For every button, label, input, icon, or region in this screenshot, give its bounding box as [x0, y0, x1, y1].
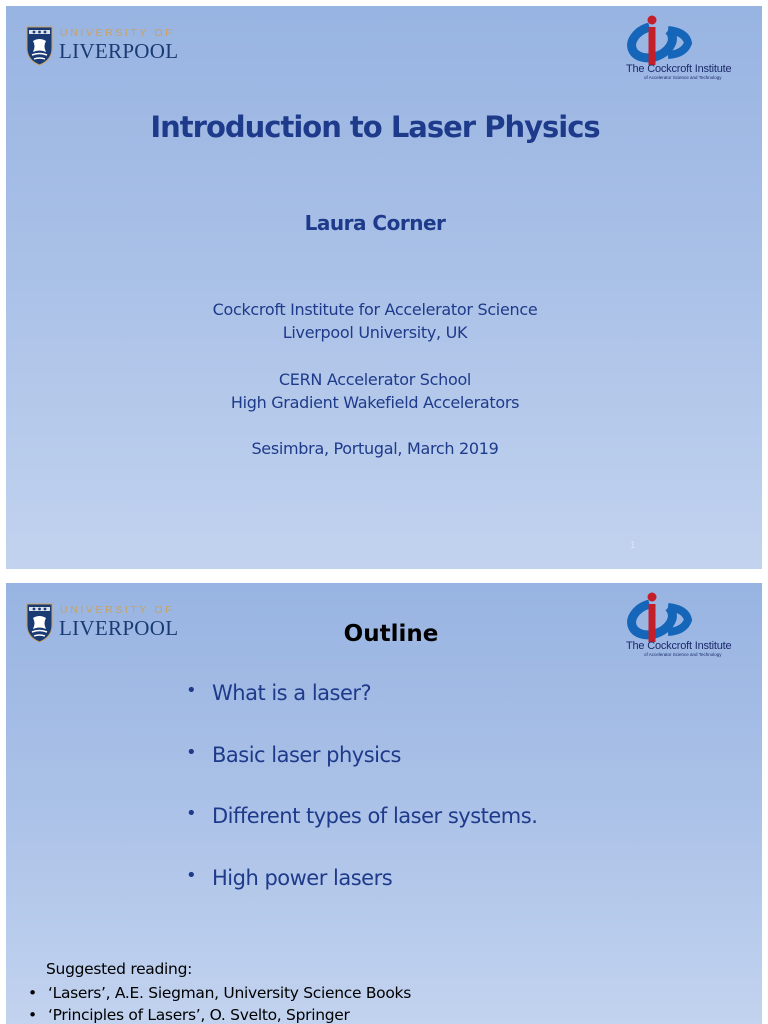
- cockcroft-institute-name: The Cockcroft Institute: [626, 640, 732, 652]
- event-line-1: CERN Accelerator School: [278, 370, 472, 389]
- bullet-icon: •: [28, 984, 37, 1002]
- outline-item-text: Basic laser physics: [212, 742, 401, 767]
- cockcroft-institute-subtitle: of Accelerator Science and Technology: [644, 75, 722, 80]
- outline-item: [186, 866, 537, 928]
- university-logo-bottom-text: LIVERPOOL: [59, 616, 179, 640]
- bullet-icon: •: [186, 864, 197, 886]
- cockcroft-mark-icon: [624, 14, 694, 66]
- cockcroft-institute-subtitle: of Accelerator Science and Technology: [644, 652, 722, 657]
- reading-item-text: ‘Lasers’, A.E. Siegman, University Science Books: [48, 984, 411, 1002]
- university-of-liverpool-logo: [26, 26, 186, 68]
- cockcroft-institute-name: The Cockcroft Institute: [626, 63, 732, 75]
- suggested-reading-heading: Suggested reading:: [46, 960, 193, 978]
- outline-item: [186, 681, 537, 743]
- slide-2: [6, 583, 762, 1024]
- slide-1-title: Introduction to Laser Physics: [150, 110, 600, 144]
- reading-item-text: ‘Principles of Lasers’, O. Svelto, Springer: [48, 1006, 350, 1024]
- reading-item: [28, 984, 411, 1006]
- slide-1: [6, 6, 762, 569]
- outline-item-text: What is a laser?: [212, 681, 372, 705]
- university-logo-top-text: UNIVERSITY OF: [60, 604, 175, 616]
- slide-2-title: Outline: [343, 621, 439, 647]
- outline-item-text: High power lasers: [212, 865, 393, 890]
- cockcroft-institute-logo: [620, 14, 740, 82]
- university-logo-top-text: UNIVERSITY OF: [60, 27, 175, 39]
- affiliation-line-2: Liverpool University, UK: [282, 323, 468, 342]
- affiliation-line-1: Cockcroft Institute for Accelerator Science: [212, 300, 538, 319]
- author-name: Laura Corner: [304, 211, 446, 235]
- outline-item: [186, 743, 537, 805]
- suggested-reading-list: [28, 984, 411, 1024]
- university-logo-bottom-text: LIVERPOOL: [59, 39, 179, 63]
- outline-list: [186, 681, 537, 927]
- venue-line: Sesimbra, Portugal, March 2019: [251, 439, 499, 458]
- bullet-icon: •: [186, 803, 197, 824]
- outline-item-text: Different types of laser systems.: [212, 804, 538, 828]
- bullet-icon: •: [186, 741, 197, 763]
- reading-item: [28, 1006, 411, 1024]
- outline-item: [186, 804, 537, 866]
- event-line-2: High Gradient Wakefield Accelerators: [230, 393, 520, 412]
- slide-page-number: 1: [630, 540, 636, 551]
- bullet-icon: •: [28, 1006, 37, 1024]
- shield-icon: [26, 26, 53, 66]
- bullet-icon: •: [186, 680, 197, 701]
